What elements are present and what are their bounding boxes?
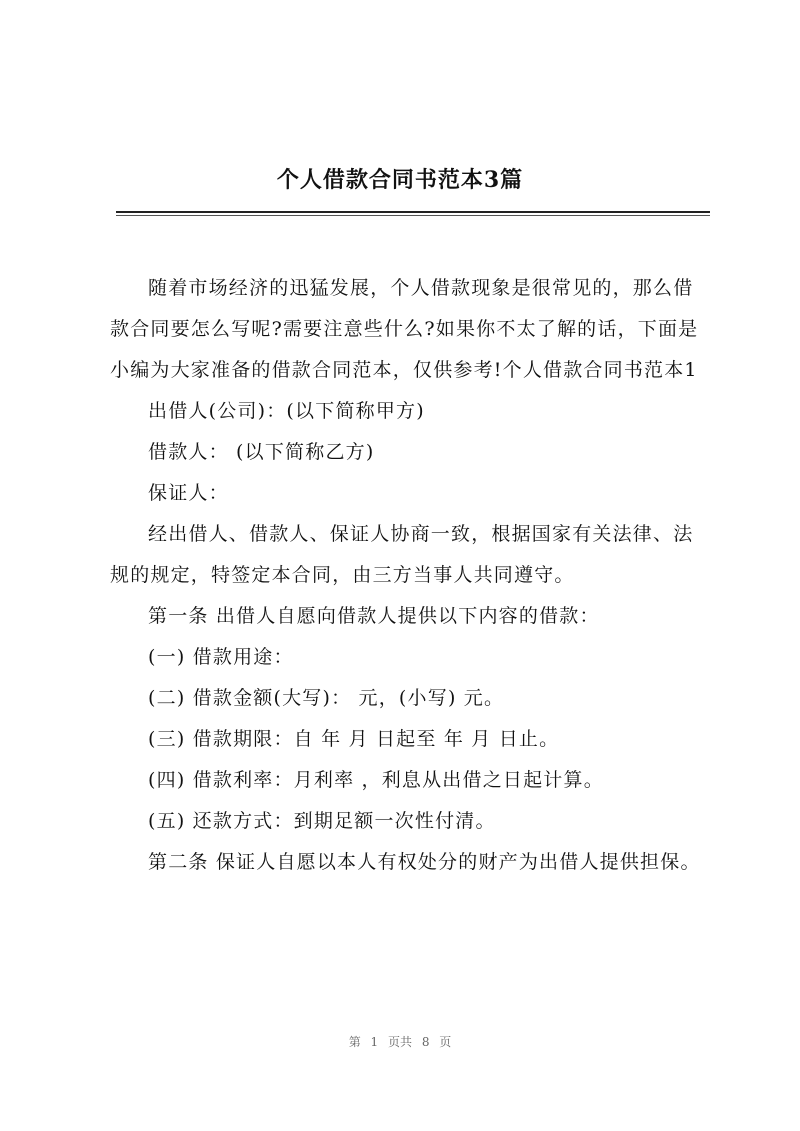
intro-paragraph: 随着市场经济的迅猛发展，个人借款现象是很常见的，那么借款合同要怎么写呢?需要注意些什么?如果你不太了解的话，下面是小编为大家准备的借款合同范本，仅供参考!个人借款合同书范本1: [110, 277, 699, 381]
repayment-method-item: (五) 还款方式：到期足额一次性付清。: [148, 810, 496, 832]
loan-amount-item: (二) 借款金额(大写)： 元，(小写) 元。: [148, 687, 505, 709]
article-one-heading: 第一条 出借人自愿向借款人提供以下内容的借款：: [148, 605, 600, 627]
page-title: 个人借款合同书范本3篇: [276, 167, 524, 193]
title-divider: [116, 211, 710, 213]
guarantor-line: 保证人：: [148, 482, 229, 504]
agreement-paragraph: 经出借人、借款人、保证人协商一致，根据国家有关法律、法规的规定，特签定本合同，由三方当事人共同遵守。: [110, 523, 694, 586]
page-number-footer: 第 1 页共 8 页: [348, 1035, 452, 1049]
article-two-paragraph: 第二条 保证人自愿以本人有权处分的财产为出借人提供担保。: [148, 851, 701, 873]
lender-line: 出借人(公司)：(以下简称甲方): [148, 400, 425, 422]
document-body: [110, 268, 702, 883]
borrower-line: 借款人： (以下简称乙方): [148, 441, 375, 463]
loan-interest-item: (四) 借款利率：月利率 ，利息从出借之日起计算。: [148, 769, 604, 791]
loan-purpose-item: (一) 借款用途：: [148, 646, 294, 668]
loan-term-item: (三) 借款期限：自 年 月 日起至 年 月 日止。: [148, 728, 560, 750]
